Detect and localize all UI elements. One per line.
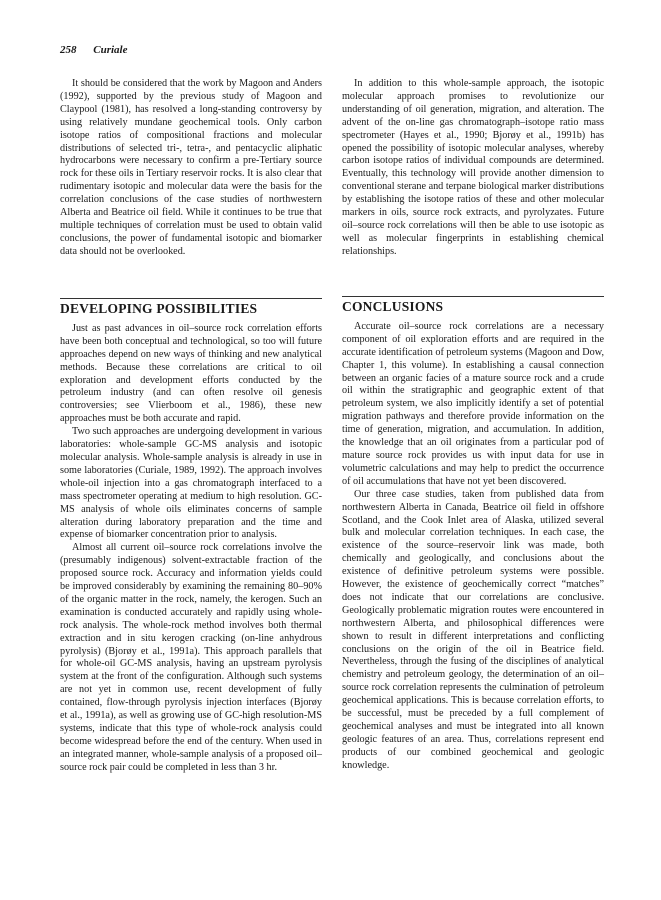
left-column-top: [60, 78, 322, 259]
section-title: DEVELOPING POSSIBILITIES: [60, 301, 258, 316]
paragraph: Accurate oil–source rock correlations are a necessary component of oil exploration efforts and are required in the accurate identification of petroleum systems (Magoon and Dow, Chapter 1, this volume). In establishing a causal connection between an organic facies of a mature source rock and a crude oil within the stratigraphic and geographic extent of that petroleum system, we also implicitly identify a set of potential migration pathways and therefore provide information on the time of generation, migration, and accumulation. In addition, the knowledge that an oil originates from a particular pod of mature source rock provides us with input data for use in volumetric calculations and may help to predict the occurrence of oil accumulations that have not yet been discovered.: [342, 320, 604, 487]
section-title: CONCLUSIONS: [342, 299, 444, 314]
developing-section: [60, 298, 322, 775]
page-header: [60, 44, 127, 56]
paragraph: Just as past advances in oil–source rock correlation efforts have been both conceptual and technological, so too will future approaches depend on new ways of thinking and new analytical methods. Because these correlations are critical to oil exploration and development efforts conducted by the petroleum industry (and can often resolve oil genesis controversies; see Vlierboom et al., 1986), these new approaches must be both accurate and rapid.: [60, 322, 322, 425]
running-title: Curiale: [93, 44, 128, 56]
paragraph: Almost all current oil–source rock correlations involve the (presumably indigenous) solvent-extractable fraction of the proposed source rock. Accuracy and information yields could be improved considerably by examining the remaining 80–90% of the organic matter in the rock, namely, the kerogen. Such an examination is conducted accurately and rapidly using whole-rock analysis. The whole-rock method involves both thermal extraction and in situ kerogen cracking (on-line anhydrous pyrolysis) (Bjorøy et al., 1991a). This approach parallels that for whole-oil GC-MS analysis, having an upstream pyrolysis system at the front of the configuration. Although such systems are not yet in common use, recent development of fully contained, flow-through pyrolysis injection interfaces (Bjorøy et al., 1991a), as well as growing use of GC-high resolution-MS systems, indicate that this type of whole-rock analysis could become widespread before the end of the century. When used in an integrated manner, whole-sample analysis of a proposed oil–source rock pair could be completed in less than 3 hr.: [60, 542, 322, 773]
paragraph: Two such approaches are undergoing development in various laboratories: whole-sample GC-MS analysis and isotopic molecular analysis. Whole-sample analysis is already in use in some laboratories (Curiale, 1989, 1992). The approach involves whole-oil injection into a gas chromatograph interfaced to a mass spectrometer operating at medium to high resolution. GC-MS analysis of whole oils eliminates concerns of sample alteration during laboratory preparation and the time and expense of biomarker concentration prior to analysis.: [60, 426, 322, 541]
section-divider: [60, 298, 322, 299]
paragraph: Our three case studies, taken from published data from northwestern Alberta in Canada, Beatrice oil field in offshore Scotland, and the Cook Inlet area of Alaska, utilized several bulk and molecular correlation techniques. In each case, the existence of the source–reservoir link was made, both chemically and geologically, and conclusions about the existence of definitive petroleum systems were possible. However, the existence of geochemically correct “matches” does not indicate that our correlations are conclusive. Geologically problematic migration routes were encountered in northwestern Alberta, and philosophical differences were shown to result in different interpretations and conflicting conclusions on the origin of the oil in Beatrice field. Nevertheless, through the fusing of the disciplines of analytical chemistry and petroleum geology, the determination of an oil–source rock correlation represents the culmination of petroleum geochemical applications. This is because correlation efforts, to be successful, must be preceded by a full complement of geochemical analyses and must be integrated into all known geologic features of an area. Thus, correlations represent end products of our combined geochemical and geologic knowledge.: [342, 488, 604, 771]
paragraph: It should be considered that the work by Magoon and Anders (1992), supported by the previous study of Magoon and Claypool (1981), has resolved a long-standing controversy by using relatively mundane geochemical tools. Only carbon isotope ratios of compositional fractions and molecular distributions of selected tri-, tetra-, and pentacyclic aliphatic hydrocarbons were necessary to confirm a pre-Tertiary source rock for these oils in Tertiary reservoir rocks. It is also clear that rudimentary isotopic and molecular data were the basis for the correlation conclusions of the case studies of northwestern Alberta and Beatrice oil field. While it continues to be true that multiple techniques of correlation must be used to obtain valid conclusions, the power of fundamental isotopic and biomarker data should not be overlooked.: [60, 78, 322, 257]
page-number: 258: [60, 44, 77, 56]
right-column-top: [342, 78, 604, 259]
paragraph: In addition to this whole-sample approach, the isotopic molecular approach promises to revolutionize our understanding of oil generation, migration, and alteration. The advent of the on-line gas chromatograph–isotope ratio mass spectrometer (Hayes et al., 1990; Bjorøy et al., 1991b) has opened the possibility of isotopic molecular analyses, whereby carbon isotope ratios of individual compounds are determined. Eventually, this technology will provide another dimension to conventional sterane and terpane biological marker distributions by establishing the isotope ratios of these and other molecular markers in oils, source rock extracts, and pyrolyzates. Future oil–source rock correlations will then be able to use isotopic as well as molecular fingerprints in establishing chemical relationships.: [342, 78, 604, 257]
section-divider: [342, 296, 604, 297]
conclusions-section: [342, 296, 604, 773]
